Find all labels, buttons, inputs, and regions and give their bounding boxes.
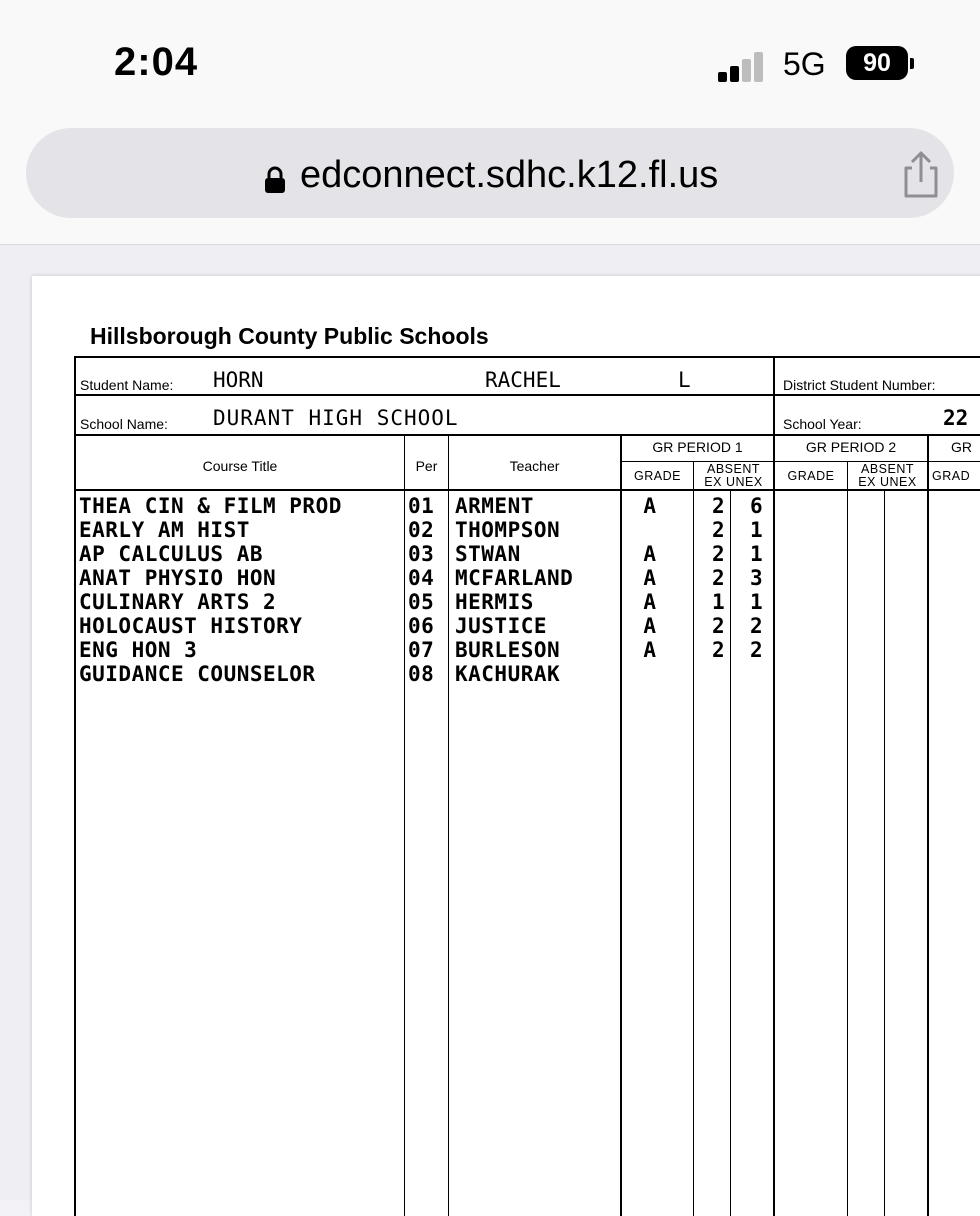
course-teacher: BURLESON <box>455 638 561 662</box>
course-teacher: ARMENT <box>455 494 534 518</box>
student-middle-initial: L <box>678 368 691 392</box>
course-period: 03 <box>408 542 435 566</box>
col-divider <box>927 434 929 1216</box>
browser-toolbar <box>0 120 980 245</box>
table-border-left <box>74 356 76 1216</box>
per-header: Per <box>415 458 438 474</box>
absent-excused: 2 <box>712 638 726 662</box>
course-title: HOLOCAUST HISTORY <box>79 614 303 638</box>
absent-excused: 1 <box>712 590 726 614</box>
grade-header: GRADE <box>787 469 835 483</box>
gr-period-3-header: GR <box>951 439 972 455</box>
clock: 2:04 <box>114 40 199 84</box>
share-icon[interactable] <box>898 150 944 200</box>
school-year: 22 <box>943 406 969 430</box>
district-student-number-label: District Student Number: <box>783 377 936 393</box>
grade-header: GRADE <box>634 469 681 483</box>
course-teacher: STWAN <box>455 542 521 566</box>
col-divider <box>847 461 848 1216</box>
course-period: 07 <box>408 638 435 662</box>
course-title: EARLY AM HIST <box>79 518 250 542</box>
course-period: 05 <box>408 590 435 614</box>
grade-header: GRAD <box>932 469 971 483</box>
school-year-label: School Year: <box>783 416 862 432</box>
course-title: CULINARY ARTS 2 <box>79 590 277 614</box>
header-bottom-line <box>74 489 980 491</box>
absent-excused: 2 <box>712 614 726 638</box>
absent-header: ABSENT <box>706 462 760 476</box>
course-title-header: Course Title <box>202 458 278 474</box>
col-divider <box>730 489 731 1216</box>
course-grade: A <box>643 542 657 566</box>
absent-excused: 2 <box>712 542 726 566</box>
course-period: 01 <box>408 494 435 518</box>
course-title: ENG HON 3 <box>79 638 198 662</box>
absent-unexcused: 2 <box>750 638 764 662</box>
absent-header: ABSENT <box>860 462 914 476</box>
course-grade: A <box>643 494 657 518</box>
table-border-top <box>74 356 980 358</box>
course-title: AP CALCULUS AB <box>79 542 264 566</box>
absent-unexcused: 1 <box>750 590 764 614</box>
absent-unexcused: 3 <box>750 566 764 590</box>
student-name-label: Student Name: <box>80 377 174 393</box>
row-divider <box>74 434 980 436</box>
lock-icon <box>264 166 286 194</box>
course-period: 04 <box>408 566 435 590</box>
course-title: ANAT PHYSIO HON <box>79 566 277 590</box>
course-title: GUIDANCE COUNSELOR <box>79 662 316 686</box>
absent-unexcused: 6 <box>750 494 764 518</box>
col-divider <box>404 434 405 1216</box>
course-teacher: KACHURAK <box>455 662 561 686</box>
school-name-label: School Name: <box>80 416 168 432</box>
absent-unexcused: 1 <box>750 542 764 566</box>
course-period: 06 <box>408 614 435 638</box>
district-title: Hillsborough County Public Schools <box>90 323 489 349</box>
report-card-page <box>32 276 980 1216</box>
course-title: THEA CIN & FILM PROD <box>79 494 342 518</box>
course-grade: A <box>643 590 657 614</box>
absent-unexcused: 1 <box>750 518 764 542</box>
course-teacher: MCFARLAND <box>455 566 574 590</box>
course-grade: A <box>643 566 657 590</box>
absent-excused: 2 <box>712 518 726 542</box>
ex-unex-header: EX UNEX <box>704 475 763 489</box>
course-period: 08 <box>408 662 435 686</box>
absent-excused: 2 <box>712 566 726 590</box>
col-divider <box>773 356 775 1216</box>
row-divider <box>74 394 980 396</box>
absent-unexcused: 2 <box>750 614 764 638</box>
cellular-signal-icon <box>718 50 768 82</box>
course-grade: A <box>643 614 657 638</box>
student-last-name: HORN <box>213 368 264 392</box>
url-text[interactable]: edconnect.sdhc.k12.fl.us <box>300 154 719 196</box>
network-type: 5G <box>783 46 826 82</box>
course-grade: A <box>643 638 657 662</box>
absent-excused: 2 <box>712 494 726 518</box>
school-name: DURANT HIGH SCHOOL <box>213 406 459 430</box>
course-teacher: THOMPSON <box>455 518 561 542</box>
ex-unex-header: EX UNEX <box>858 475 917 489</box>
status-bar <box>0 0 980 120</box>
battery-icon: 90 <box>846 46 908 80</box>
teacher-header: Teacher <box>509 458 560 474</box>
address-bar[interactable] <box>26 128 954 218</box>
course-period: 02 <box>408 518 435 542</box>
col-divider <box>693 461 694 1216</box>
col-divider <box>884 489 885 1216</box>
col-divider <box>448 434 449 1216</box>
course-teacher: JUSTICE <box>455 614 548 638</box>
battery-tip <box>910 58 914 69</box>
course-teacher: HERMIS <box>455 590 534 614</box>
gr-period-1-header: GR PERIOD 1 <box>652 439 743 455</box>
gr-period-2-header: GR PERIOD 2 <box>805 439 897 455</box>
student-first-name: RACHEL <box>485 368 561 392</box>
